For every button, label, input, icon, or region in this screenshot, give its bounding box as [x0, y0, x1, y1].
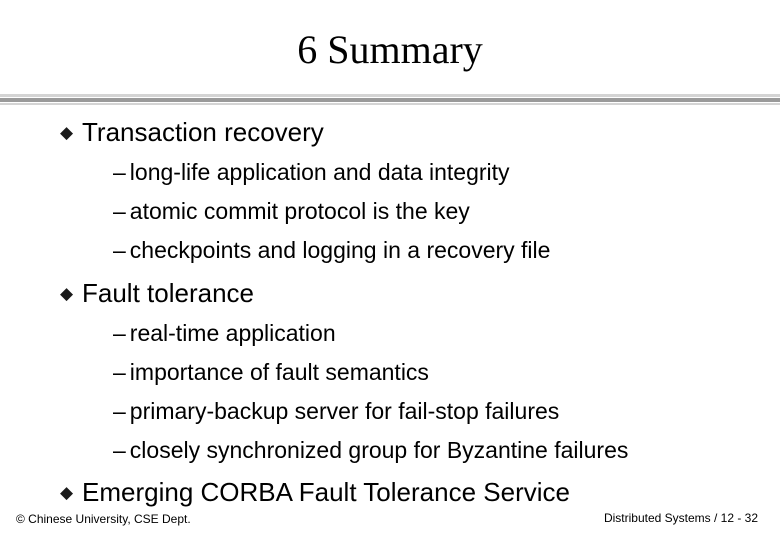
- sub-item: [113, 197, 470, 225]
- sub-item-text: long-life application and data integrity: [129, 159, 510, 185]
- sub-item: [113, 158, 510, 186]
- bullet-fault-tolerance: [60, 277, 254, 310]
- bullet-corba-ft-service: [60, 476, 570, 509]
- bullet-text: Transaction recovery: [82, 117, 324, 147]
- diamond-bullet-icon: ◆: [60, 483, 74, 502]
- footer-page-number: Distributed Systems / 12 - 32: [603, 511, 758, 525]
- dash-marker: –: [113, 237, 126, 263]
- diamond-bullet-icon: ◆: [60, 123, 74, 142]
- sub-item-text: importance of fault semantics: [129, 359, 429, 385]
- diamond-bullet-icon: ◆: [60, 284, 74, 303]
- bullet-text: Emerging CORBA Fault Tolerance Service: [82, 477, 570, 507]
- dash-marker: –: [113, 359, 126, 385]
- sub-item-text: atomic commit protocol is the key: [129, 198, 470, 224]
- sub-item: [113, 397, 559, 425]
- sub-item: [113, 358, 429, 386]
- sub-item: [113, 436, 628, 464]
- sub-item: [113, 236, 550, 264]
- slide-title: 6 Summary: [297, 27, 483, 72]
- title-divider: [0, 94, 780, 106]
- bullet-text: Fault tolerance: [82, 278, 254, 308]
- sub-item: [113, 319, 336, 347]
- footer-copyright: © Chinese University, CSE Dept.: [16, 512, 191, 526]
- dash-marker: –: [113, 437, 126, 463]
- dash-marker: –: [113, 198, 126, 224]
- bullet-transaction-recovery: [60, 116, 324, 149]
- sub-item-text: closely synchronized group for Byzantine failures: [129, 437, 629, 463]
- dash-marker: –: [113, 398, 126, 424]
- sub-item-text: real-time application: [129, 320, 336, 346]
- sub-item-text: checkpoints and logging in a recovery file: [129, 237, 551, 263]
- dash-marker: –: [113, 320, 126, 346]
- sub-item-text: primary-backup server for fail-stop failures: [129, 398, 560, 424]
- dash-marker: –: [113, 159, 126, 185]
